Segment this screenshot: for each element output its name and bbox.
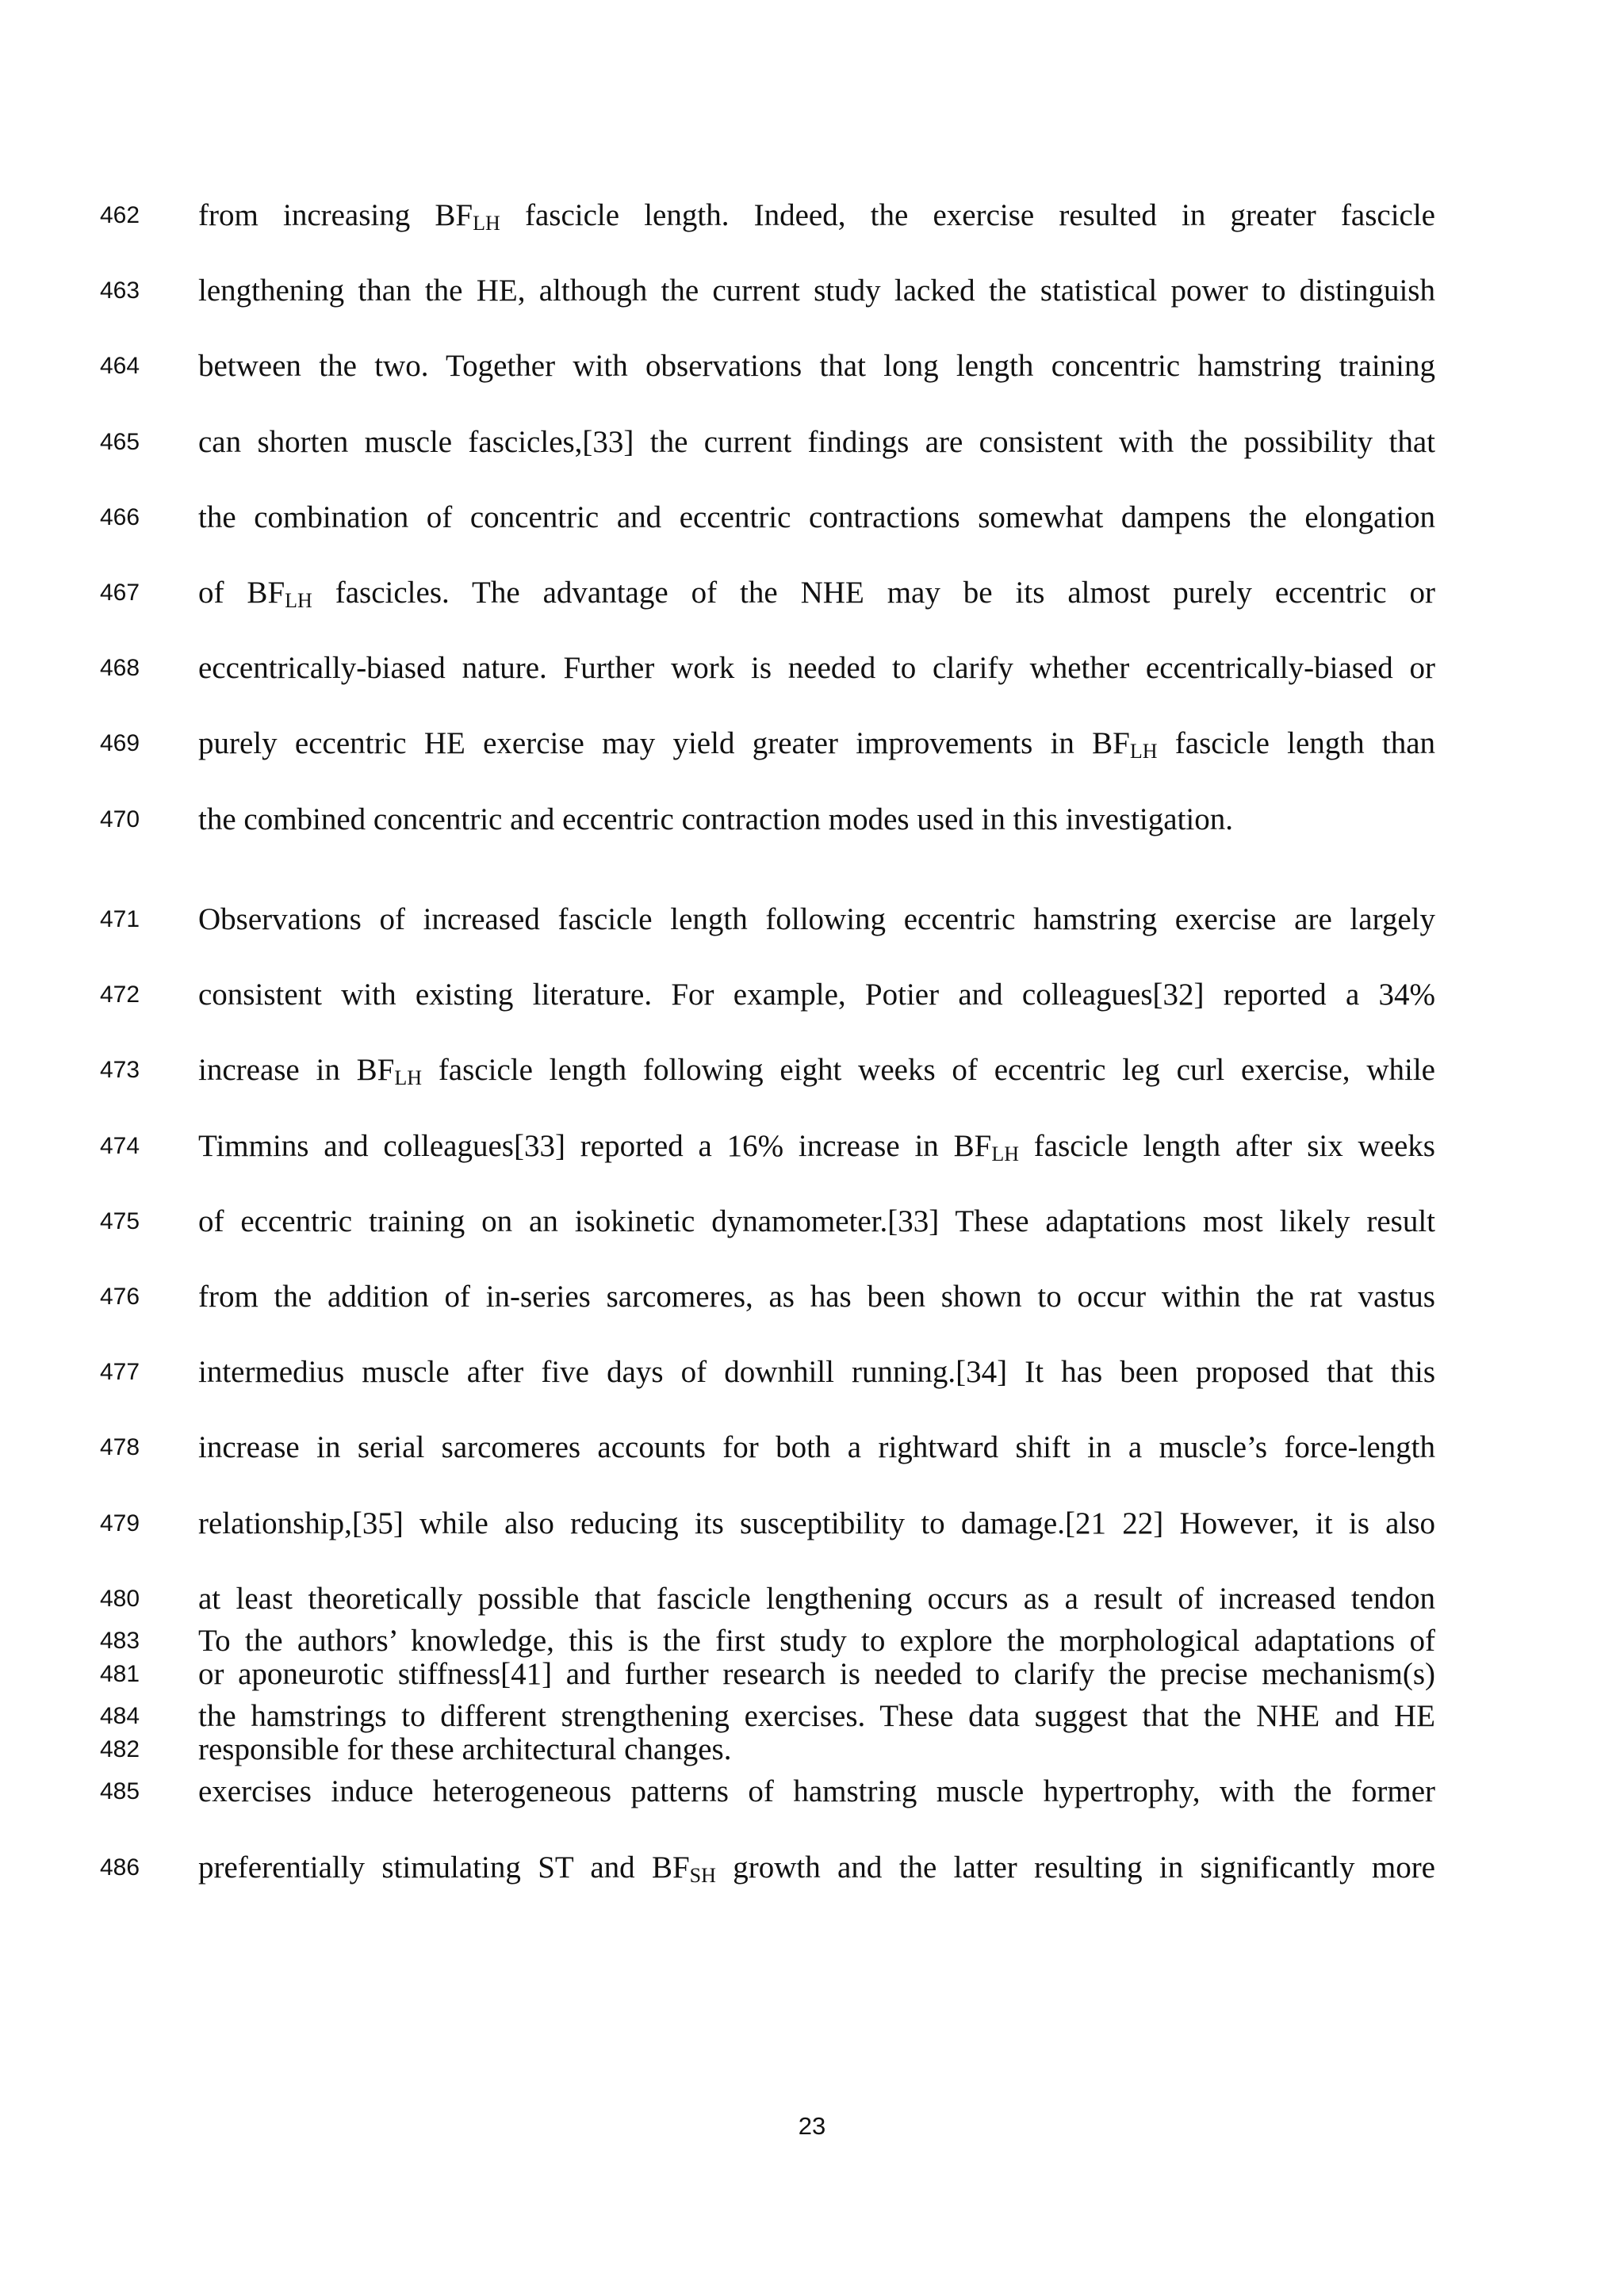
line-text <box>198 1617 1435 1665</box>
text-segment: exercises induce heterogeneous patterns of hamstring muscle hypertrophy, with the former <box>198 1774 1435 1809</box>
text-line <box>0 569 1624 617</box>
line-number: 472 <box>100 982 140 1008</box>
text-segment: relationship,[35] while also reducing its susceptibility to damage.[21 22] However, it is also <box>198 1506 1435 1540</box>
line-text <box>198 569 1435 617</box>
line-number: 474 <box>100 1132 140 1159</box>
subscript: LH <box>285 589 312 612</box>
text-segment: at least theoretically possible that fascicle lengthening occurs as a result of increased tendon <box>198 1581 1435 1616</box>
line-number: 463 <box>100 277 140 304</box>
text-line <box>0 192 1624 239</box>
text-segment: the combined concentric and eccentric contraction modes used in this investigation. <box>198 802 1233 836</box>
text-line <box>0 1617 1624 1665</box>
line-number: 464 <box>100 353 140 380</box>
text-segment: of BF <box>198 576 285 610</box>
text-segment: or aponeurotic stiffness[41] and further research is needed to clarify the precise mechanism(s) <box>198 1657 1435 1691</box>
text-line <box>0 1844 1624 1892</box>
text-segment: Timmins and colleagues[33] reported a 16% increase in BF <box>198 1128 992 1163</box>
line-number: 476 <box>100 1284 140 1310</box>
text-segment: intermedius muscle after five days of downhill running.[34] It has been proposed that this <box>198 1355 1435 1390</box>
subscript: LH <box>473 212 500 235</box>
text-segment: fascicle length. Indeed, the exercise resulted in greater fascicle <box>500 198 1435 232</box>
line-text <box>198 192 1435 239</box>
line-text <box>198 645 1435 692</box>
line-text <box>198 896 1435 943</box>
line-text <box>198 494 1435 541</box>
text-line <box>0 1349 1624 1396</box>
line-text <box>198 1349 1435 1396</box>
line-text <box>198 1768 1435 1816</box>
line-text <box>198 1693 1435 1740</box>
subscript: LH <box>991 1142 1019 1165</box>
text-segment: between the two. Together with observations that long length concentric hamstring training <box>198 349 1435 384</box>
line-text <box>198 1198 1435 1246</box>
text-line <box>0 896 1624 943</box>
text-line <box>0 796 1624 844</box>
text-segment: preferentially stimulating ST and BF <box>198 1850 690 1885</box>
line-number: 468 <box>100 655 140 682</box>
text-line <box>0 1693 1624 1740</box>
line-number: 470 <box>100 806 140 832</box>
text-segment: fascicles. The advantage of the NHE may be its almost purely eccentric or <box>312 576 1435 610</box>
text-segment: fascicle length after six weeks <box>1018 1128 1435 1163</box>
text-line <box>0 1123 1624 1170</box>
line-number: 467 <box>100 580 140 606</box>
line-text <box>198 1424 1435 1471</box>
text-segment: consistent with existing literature. For example, Potier and colleagues[32] reported a 34% <box>198 978 1435 1012</box>
line-number: 483 <box>100 1628 140 1654</box>
line-text <box>198 971 1435 1019</box>
line-number: 477 <box>100 1359 140 1386</box>
line-number: 480 <box>100 1585 140 1612</box>
text-line <box>0 1424 1624 1471</box>
line-number: 471 <box>100 906 140 932</box>
line-text <box>198 1047 1435 1094</box>
line-text <box>198 342 1435 390</box>
text-segment: Observations of increased fascicle length following eccentric hamstring exercise are largely <box>198 902 1435 936</box>
subscript: LH <box>1129 740 1158 763</box>
text-line <box>0 1047 1624 1094</box>
text-line <box>0 1575 1624 1623</box>
line-text <box>198 720 1435 767</box>
subscript: SH <box>689 1863 716 1887</box>
line-number: 479 <box>100 1510 140 1536</box>
text-segment: fascicle length than <box>1157 726 1436 761</box>
line-number: 473 <box>100 1057 140 1084</box>
line-number: 486 <box>100 1854 140 1881</box>
line-text <box>198 1273 1435 1321</box>
line-number: 465 <box>100 428 140 455</box>
line-number: 485 <box>100 1778 140 1805</box>
text-line <box>0 1500 1624 1548</box>
page-number: 23 <box>798 2112 826 2140</box>
text-segment: from the addition of in-series sarcomeres, as has been shown to occur within the rat vastus <box>198 1280 1435 1314</box>
text-line <box>0 1198 1624 1246</box>
text-line <box>0 1768 1624 1816</box>
line-number: 475 <box>100 1207 140 1234</box>
line-text <box>198 1123 1435 1170</box>
text-segment: increase in serial sarcomeres accounts for both a rightward shift in a muscle’s force-length <box>198 1430 1435 1465</box>
text-line <box>0 267 1624 315</box>
line-number: 469 <box>100 730 140 757</box>
line-number: 482 <box>100 1736 140 1763</box>
line-number: 481 <box>100 1661 140 1687</box>
text-segment: from increasing BF <box>198 198 473 232</box>
line-number: 466 <box>100 503 140 530</box>
text-line <box>0 419 1624 466</box>
text-segment: To the authors’ knowledge, this is the first study to explore the morphological adaptations of <box>198 1624 1435 1658</box>
line-text <box>198 1500 1435 1548</box>
text-segment: the combination of concentric and eccentric contractions somewhat dampens the elongation <box>198 499 1435 534</box>
text-segment: growth and the latter resulting in significantly more <box>715 1850 1435 1885</box>
line-number: 484 <box>100 1703 140 1730</box>
text-segment: the hamstrings to different strengthening exercises. These data suggest that the NHE and HE <box>198 1699 1435 1734</box>
text-line <box>0 342 1624 390</box>
line-number: 478 <box>100 1434 140 1461</box>
line-text <box>198 419 1435 466</box>
line-text <box>198 1575 1435 1623</box>
text-line <box>0 494 1624 541</box>
line-text <box>198 267 1435 315</box>
text-segment: lengthening than the HE, although the current study lacked the statistical power to distinguish <box>198 274 1435 308</box>
text-line <box>0 1273 1624 1321</box>
subscript: LH <box>394 1066 423 1090</box>
text-line <box>0 645 1624 692</box>
text-segment: increase in BF <box>198 1053 395 1088</box>
text-segment: of eccentric training on an isokinetic dynamometer.[33] These adaptations most likely result <box>198 1203 1435 1238</box>
text-segment: fascicle length following eight weeks of eccentric leg curl exercise, while <box>422 1053 1435 1088</box>
text-line <box>0 720 1624 767</box>
text-segment: can shorten muscle fascicles,[33] the current findings are consistent with the possibility that <box>198 424 1435 459</box>
line-number: 462 <box>100 202 140 228</box>
text-segment: eccentrically-biased nature. Further work is needed to clarify whether eccentrically-biased or <box>198 651 1435 686</box>
text-segment: responsible for these architectural changes. <box>198 1732 732 1767</box>
line-text <box>198 796 1435 844</box>
text-segment: purely eccentric HE exercise may yield greater improvements in BF <box>198 726 1130 761</box>
line-text <box>198 1844 1435 1892</box>
text-line <box>0 971 1624 1019</box>
